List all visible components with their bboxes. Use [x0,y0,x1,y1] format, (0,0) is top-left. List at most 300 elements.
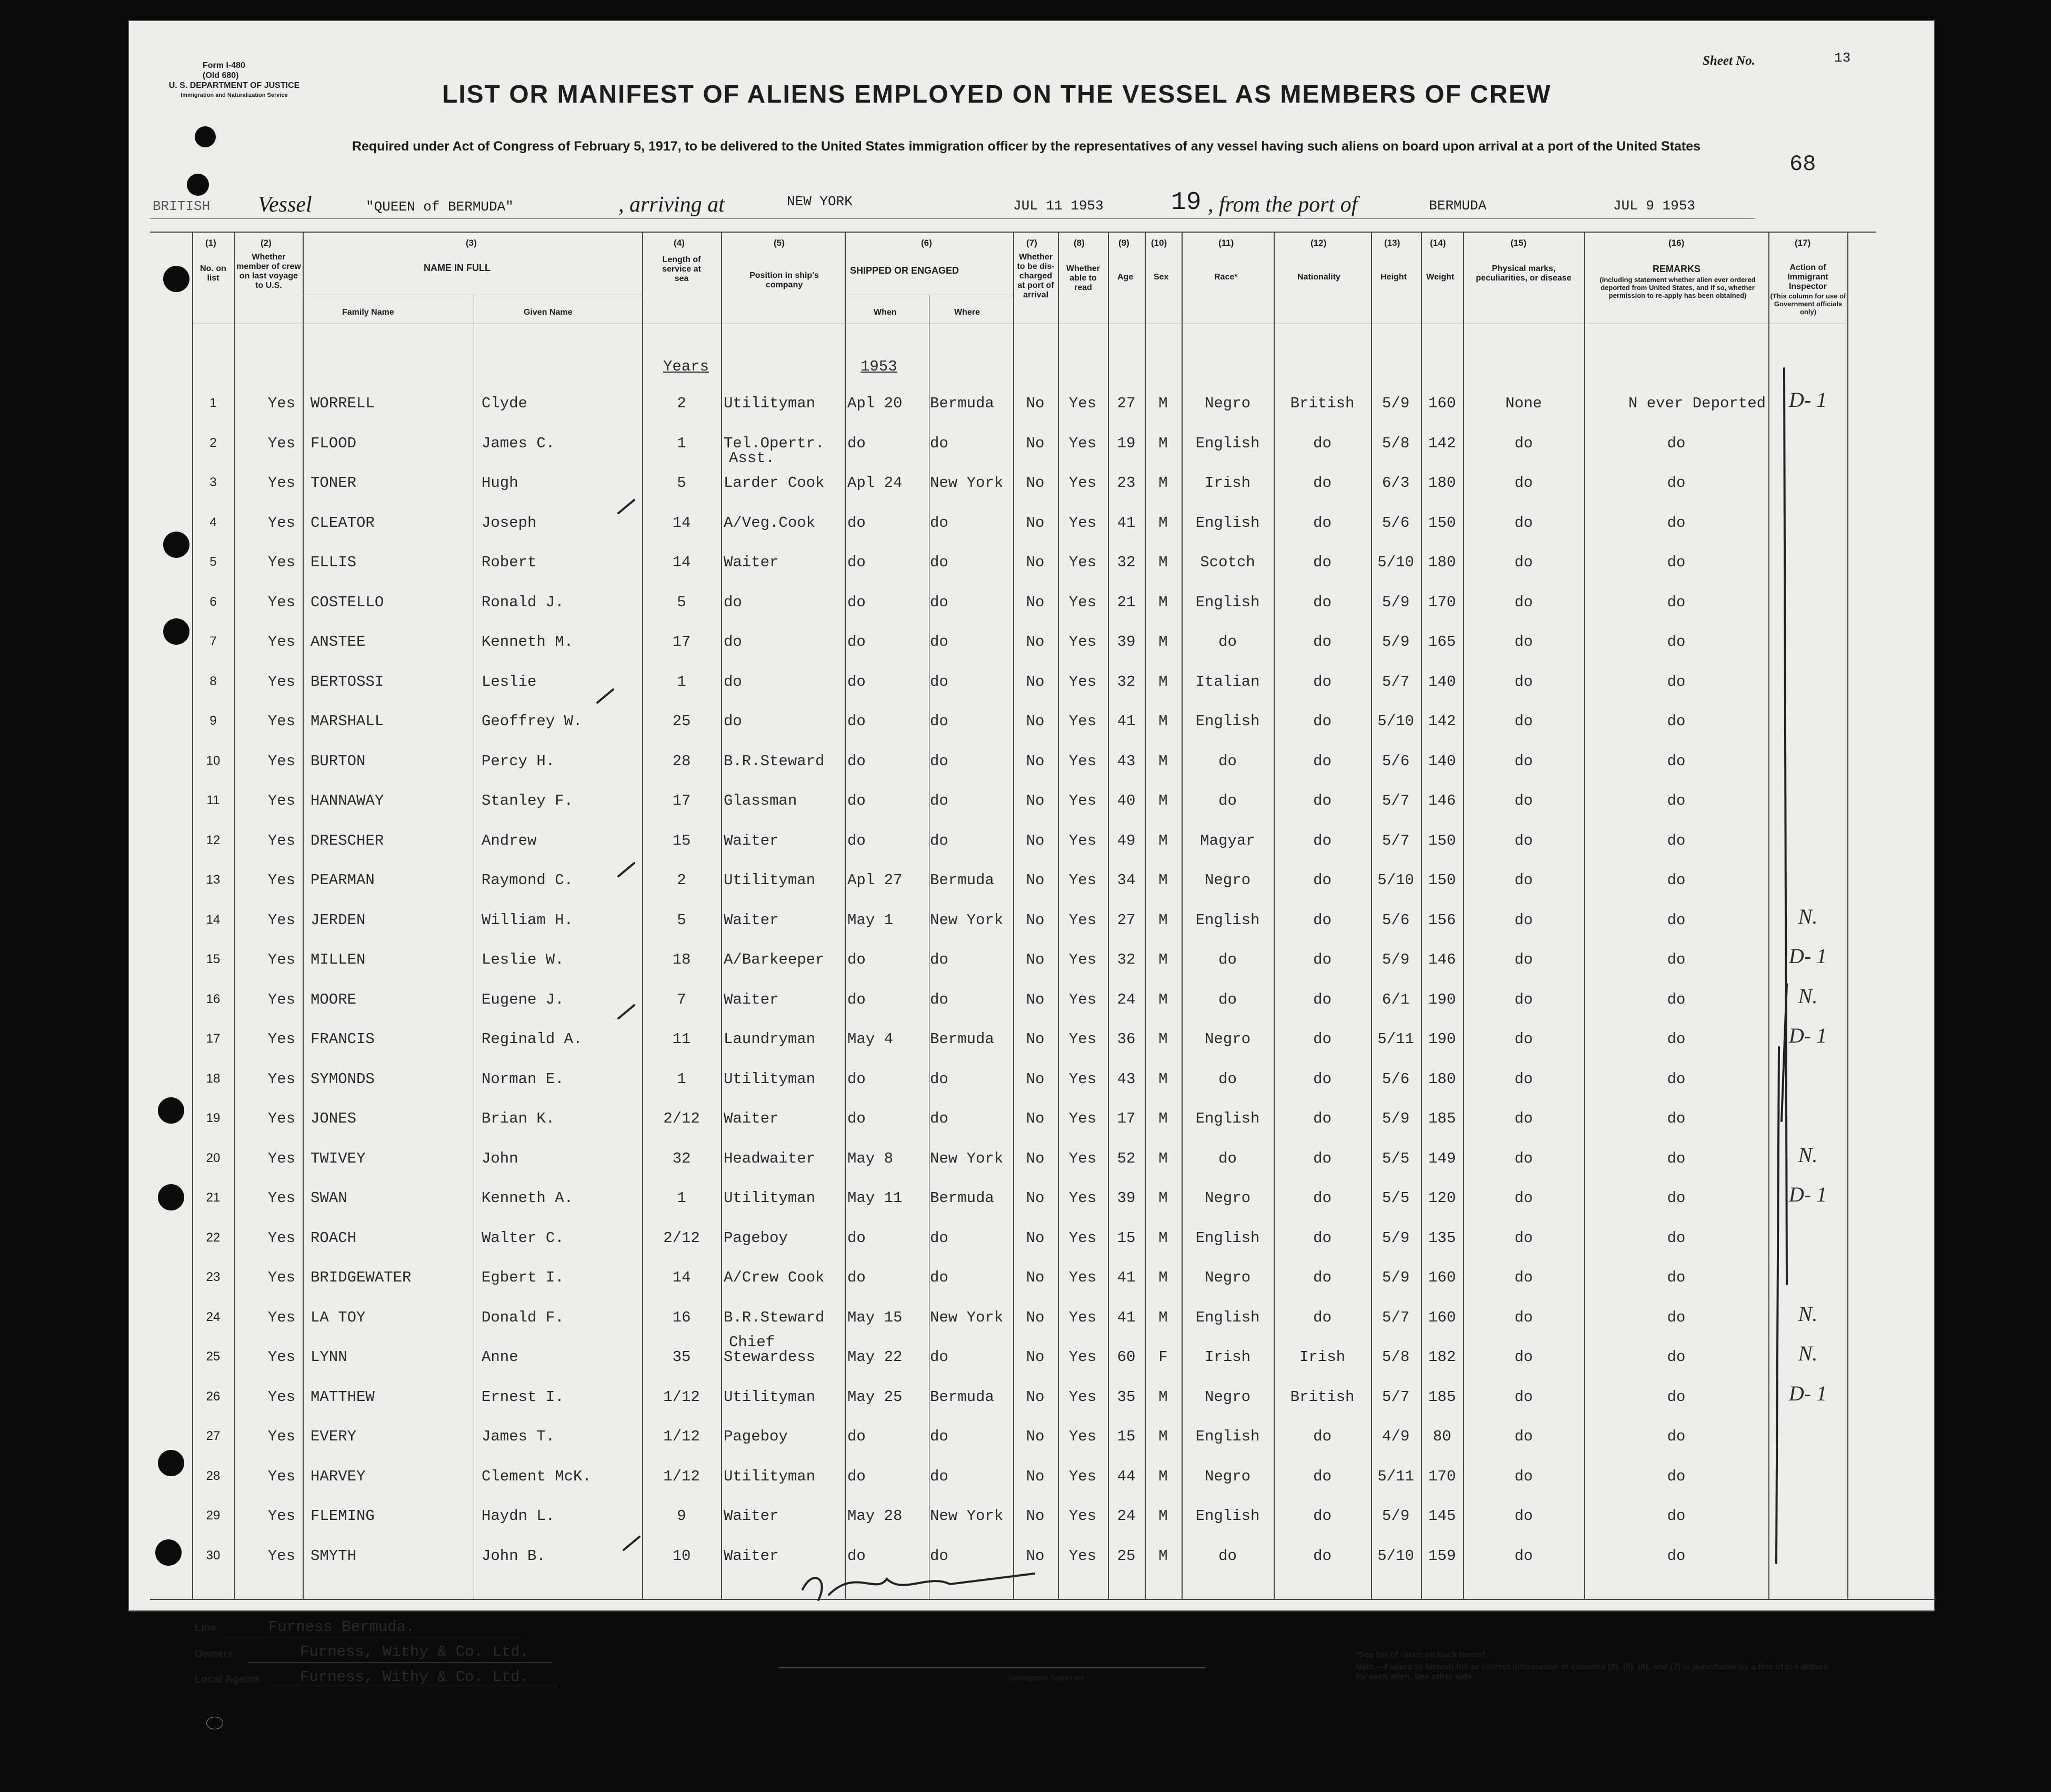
cell-crew: Yes [267,1468,296,1485]
cell-crew: Yes [267,1388,296,1406]
col6-number: (6) [921,238,932,248]
cell-where: do [930,594,948,611]
cell-when: do [847,991,866,1008]
cell-service: 7 [677,991,686,1008]
cell-age: 24 [1117,1507,1136,1525]
fine-note: Note.—Failure to furnish full or correct information in columns (3), (5), (6), and (7) is punishable by a fine of ten dollars for each alien. See other side. [1355,1663,1828,1681]
cell-remarks: do [1667,1269,1686,1286]
cell-height: 5/9 [1382,1229,1410,1247]
cell-service: 15 [672,832,691,849]
cell-weight: 190 [1428,1030,1456,1048]
cell-service: 10 [672,1547,691,1565]
cell-sex: M [1158,1468,1168,1485]
cell-discharged: No [1026,1388,1045,1406]
col17-number: (17) [1795,238,1811,248]
cell-where: do [930,1348,948,1366]
cell-race: English [1195,1507,1260,1525]
from-port: BERMUDA [1429,198,1487,214]
cell-position: Larder Cook [724,474,825,492]
cell-service: 35 [672,1348,691,1366]
cell-crew: Yes [267,1428,296,1445]
cell-discharged: No [1026,395,1045,412]
cell-where: do [930,1110,948,1127]
cell-sex: M [1158,435,1168,452]
cell-race: do [1218,1150,1237,1167]
cell-nationality: do [1313,912,1332,929]
inspector-signature [803,1574,1034,1600]
cell-remarks: do [1667,1189,1686,1207]
col9-label: Age [1117,273,1134,282]
col5-number: (5) [774,238,785,248]
cell-age: 39 [1117,633,1136,650]
cell-marks: do [1514,633,1533,650]
cell-height: 5/7 [1382,832,1410,849]
cell-race: do [1218,792,1237,809]
col6-label: SHIPPED OR ENGAGED [850,265,959,276]
cell-race: English [1195,912,1260,929]
cell-race: Italian [1195,673,1260,690]
action-bracket-lower [1776,1047,1779,1563]
row-number: 26 [206,1389,221,1404]
cell-family: FRANCIS [311,1030,375,1048]
cell-when: do [847,1070,866,1088]
cell-race: do [1218,951,1237,968]
cell-crew: Yes [267,1030,296,1048]
cell-where: New York [930,1309,1004,1326]
owners-underline [247,1662,553,1663]
cell-position: do [724,633,742,650]
cell-given: Stanley F. [482,792,574,809]
cell-action: N. [1798,984,1818,1008]
cell-weight: 160 [1428,395,1456,412]
cell-discharged: No [1026,713,1045,730]
cell-action: N. [1798,1143,1818,1167]
cell-given: Robert [482,554,537,571]
col7-label: Whether to be dis-charged at port of arrival [1017,253,1055,299]
cell-nationality: do [1313,554,1332,571]
cell-weight: 159 [1428,1547,1456,1565]
cell-nationality: do [1313,673,1332,690]
cell-weight: 146 [1428,792,1456,809]
cell-read: Yes [1068,1348,1097,1366]
col9-number: (9) [1118,238,1129,248]
cell-marks: do [1514,1150,1533,1167]
cell-where: Bermuda [930,1388,994,1406]
cell-service: 2 [677,872,686,889]
cell-discharged: No [1026,554,1045,571]
cell-nationality: do [1313,1468,1332,1485]
row-number: 20 [206,1151,221,1165]
cell-marks: do [1514,1309,1533,1326]
cell-when: May 25 [847,1388,903,1406]
cell-given: Haydn L. [482,1507,555,1525]
cell-when: May 22 [847,1348,903,1366]
cell-marks: do [1514,991,1533,1008]
cell-sex: M [1158,1030,1168,1048]
cell-when: do [847,1229,866,1247]
cell-remarks: do [1667,713,1686,730]
cell-marks: do [1514,1070,1533,1088]
row-number: 18 [206,1072,221,1086]
cell-age: 19 [1117,435,1136,452]
cell-family: DRESCHER [311,832,384,849]
cell-discharged: No [1026,594,1045,611]
cell-age: 27 [1117,395,1136,412]
cell-read: Yes [1068,753,1097,770]
cell-sex: M [1158,514,1168,532]
cell-service: 1 [677,1070,686,1088]
cell-height: 5/11 [1377,1030,1414,1048]
row-number: 12 [206,833,221,847]
cell-height: 5/7 [1382,673,1410,690]
owners-label: Owners [195,1648,234,1660]
cell-marks: do [1514,1547,1533,1565]
cell-given: Kenneth A. [482,1189,574,1207]
cell-read: Yes [1068,912,1097,929]
row-number: 8 [209,674,217,688]
cell-sex: M [1158,713,1168,730]
col2-number: (2) [261,238,272,248]
cell-family: HARVEY [311,1468,366,1485]
page-title: LIST OR MANIFEST OF ALIENS EMPLOYED ON THE VESSEL AS MEMBERS OF CREW [442,81,1552,108]
col3-family-label: Family Name [342,308,394,317]
row-number: 10 [206,754,221,768]
cell-when: Apl 24 [847,474,903,492]
cell-sex: M [1158,554,1168,571]
row-number: 30 [206,1548,221,1563]
col11-label: Race* [1214,273,1238,282]
cell-height: 5/9 [1382,951,1410,968]
line-label-footer: Line [195,1622,217,1634]
cell-crew: Yes [267,1189,296,1207]
cell-given: Ronald J. [482,594,564,611]
cell-where: New York [930,912,1004,929]
cell-where: do [930,435,948,452]
cell-position: Waiter [724,912,779,929]
cell-service: 1 [677,673,686,690]
cell-where: do [930,514,948,532]
cell-nationality: do [1313,1229,1332,1247]
cell-remarks: N ever Deported [1628,395,1766,412]
cell-given: Walter C. [482,1229,564,1247]
cell-when: do [847,1428,866,1445]
cell-read: Yes [1068,832,1097,849]
cell-read: Yes [1068,594,1097,611]
col10-number: (10) [1151,238,1167,248]
cell-position: Utilityman [724,1388,816,1406]
cell-family: MOORE [311,991,357,1008]
cell-race: Negro [1204,872,1250,889]
cell-discharged: No [1026,832,1045,849]
cell-crew: Yes [267,554,296,571]
cell-position: do [724,594,742,611]
cell-position: B.R.Steward [724,753,825,770]
cell-weight: 180 [1428,1070,1456,1088]
cell-position: Waiter [724,1110,779,1127]
row-number: 23 [206,1270,221,1284]
cell-race: English [1195,514,1260,532]
cell-read: Yes [1068,1507,1097,1525]
cell-remarks: do [1667,951,1686,968]
cell-read: Yes [1068,435,1097,452]
cell-when: do [847,594,866,611]
col10-label: Sex [1154,273,1169,282]
cell-age: 43 [1117,1070,1136,1088]
cell-remarks: do [1667,912,1686,929]
cell-read: Yes [1068,1388,1097,1406]
cell-nationality: do [1313,792,1332,809]
cell-where: do [930,951,948,968]
cell-weight: 180 [1428,474,1456,492]
col15-number: (15) [1510,238,1527,248]
vessel-label: Vessel [258,193,312,217]
cell-remarks: do [1667,633,1686,650]
cell-action: N. [1798,1342,1818,1365]
form-number: Form I-480 [203,61,245,70]
cell-sex: M [1158,753,1168,770]
cell-height: 5/5 [1382,1189,1410,1207]
cell-marks: do [1514,1269,1533,1286]
cell-race: do [1218,753,1237,770]
cell-height: 5/10 [1377,713,1414,730]
cell-when: do [847,673,866,690]
cell-age: 25 [1117,1547,1136,1565]
cell-age: 49 [1117,832,1136,849]
cell-race: Irish [1204,1348,1250,1366]
cell-when: May 8 [847,1150,894,1167]
page-subtitle: Required under Act of Congress of February 5, 1917, to be delivered to the United States immigration officer by the representatives of any vessel having such aliens on board upon arrival at a port of the United States [352,139,1701,154]
col17-note: (This column for use of Government officials only) [1770,292,1846,316]
cell-remarks: do [1667,673,1686,690]
cell-height: 5/6 [1382,912,1410,929]
cell-position: Glassman [724,792,797,809]
tally-mark [618,863,634,876]
cell-family: FLOOD [311,435,357,452]
cell-when: do [847,514,866,532]
cell-position: Headwaiter [724,1150,816,1167]
cell-family: BERTOSSI [311,673,384,690]
cell-race: Scotch [1200,554,1255,571]
cell-nationality: do [1313,633,1332,650]
cell-given: Joseph [482,514,537,532]
cell-age: 32 [1117,673,1136,690]
col6-when-label: When [874,308,897,317]
cell-age: 32 [1117,951,1136,968]
year-label: 19 [1171,188,1202,217]
cell-position: Tel.Opertr. [724,435,825,452]
cell-family: JONES [311,1110,357,1127]
row-number: 22 [206,1230,221,1245]
cell-discharged: No [1026,673,1045,690]
punch-hole [158,1450,184,1476]
cell-remarks: do [1667,1547,1686,1565]
cell-weight: 190 [1428,991,1456,1008]
cell-given: John [482,1150,518,1167]
cell-remarks: do [1667,1229,1686,1247]
col3-number: (3) [466,238,477,248]
cell-family: LYNN [311,1348,347,1366]
cell-sex: M [1158,872,1168,889]
cell-weight: 185 [1428,1388,1456,1406]
page-number: 68 [1789,152,1816,177]
cell-family: LA TOY [311,1309,366,1326]
cell-nationality: do [1313,753,1332,770]
cell-family: COSTELLO [311,594,384,611]
cell-read: Yes [1068,1468,1097,1485]
cell-sex: M [1158,1110,1168,1127]
cell-when: May 28 [847,1507,903,1525]
cell-family: TONER [311,474,357,492]
col3-label: NAME IN FULL [424,263,491,273]
cell-weight: 140 [1428,673,1456,690]
cell-position: Waiter [724,1507,779,1525]
cell-race: English [1195,1110,1260,1127]
cell-read: Yes [1068,673,1097,690]
cell-sex: M [1158,1070,1168,1088]
col4-number: (4) [674,238,685,248]
cell-race: Negro [1204,1388,1250,1406]
cell-remarks: do [1667,832,1686,849]
cell-when: do [847,753,866,770]
cell-service: 9 [677,1507,686,1525]
cell-crew: Yes [267,1070,296,1088]
col11-number: (11) [1218,238,1234,248]
cell-race: Negro [1204,1030,1250,1048]
cell-position: Utilityman [724,1468,816,1485]
cell-sex: M [1158,991,1168,1008]
cell-height: 6/1 [1382,991,1410,1008]
cell-position: Waiter [724,991,779,1008]
cell-given: Clement McK. [482,1468,592,1485]
cell-family: BURTON [311,753,366,770]
cell-read: Yes [1068,1547,1097,1565]
cell-marks: None [1505,395,1542,412]
cell-race: do [1218,633,1237,650]
row-number: 21 [206,1190,221,1205]
cell-height: 5/7 [1382,792,1410,809]
cell-race: English [1195,713,1260,730]
cell-nationality: do [1313,514,1332,532]
cell-crew: Yes [267,872,296,889]
cell-family: WORRELL [311,395,375,412]
cell-nationality: do [1313,1070,1332,1088]
cell-read: Yes [1068,713,1097,730]
cell-height: 5/6 [1382,753,1410,770]
cell-sex: M [1158,1269,1168,1286]
cell-where: do [930,832,948,849]
col6-where-label: Where [954,308,980,317]
manifest-sheet [129,21,1934,1610]
cell-crew: Yes [267,435,296,452]
row-number: 17 [206,1032,221,1046]
cell-service: 1/12 [663,1428,700,1445]
agents-label: Local Agents [195,1674,261,1685]
cell-age: 23 [1117,474,1136,492]
cell-service: 17 [672,792,691,809]
cell-nationality: do [1313,1189,1332,1207]
cell-remarks: do [1667,594,1686,611]
cell-discharged: No [1026,991,1045,1008]
vessel-name: "QUEEN of BERMUDA" [366,199,514,215]
row-number: 14 [206,913,221,927]
cell-where: New York [930,474,1004,492]
cell-read: Yes [1068,1189,1097,1207]
cell-discharged: No [1026,872,1045,889]
cell-where: do [930,991,948,1008]
cell-where: do [930,554,948,571]
cell-service: 28 [672,753,691,770]
cell-where: do [930,633,948,650]
row-number: 1 [209,396,217,410]
cell-position: Utilityman [724,1070,816,1088]
arriving-port: NEW YORK [787,194,853,209]
race-note: *See list of races on back hereof. [1355,1650,1487,1659]
cell-nationality: do [1313,951,1332,968]
cell-action: D- 1 [1788,388,1827,412]
cell-family: SMYTH [311,1547,357,1565]
cell-family: FLEMING [311,1507,375,1525]
cell-service: 32 [672,1150,691,1167]
cell-weight: 146 [1428,951,1456,968]
cell-service: 5 [677,912,686,929]
departure-date: JUL 9 1953 [1613,198,1696,214]
cell-age: 21 [1117,594,1136,611]
cell-position: Waiter [724,1547,779,1565]
cell-where: do [930,713,948,730]
cell-position: Waiter [724,832,779,849]
cell-family: CLEATOR [311,514,375,532]
cell-action: N. [1798,1302,1818,1326]
cell-age: 41 [1117,1309,1136,1326]
cell-position: Waiter [724,554,779,571]
cell-remarks: do [1667,872,1686,889]
vessel-flag: BRITISH [153,198,211,214]
tally-mark [618,500,634,513]
cell-race: Negro [1204,395,1250,412]
cell-marks: do [1514,1468,1533,1485]
cell-crew: Yes [267,633,296,650]
cell-when: do [847,792,866,809]
row-number: 28 [206,1469,221,1483]
cell-read: Yes [1068,1030,1097,1048]
handwritten-marks [129,21,1934,1610]
cell-discharged: No [1026,1150,1045,1167]
cell-where: do [930,792,948,809]
cell-position: B.R.Steward [724,1309,825,1326]
cell-marks: do [1514,872,1533,889]
cell-remarks: do [1667,1348,1686,1366]
cell-age: 60 [1117,1348,1136,1366]
col1-number: (1) [205,238,216,248]
cell-age: 52 [1117,1150,1136,1167]
cell-marks: do [1514,435,1533,452]
cell-weight: 170 [1428,594,1456,611]
cell-nationality: do [1313,1547,1332,1565]
form-service: Immigration and Naturalization Service [181,92,288,98]
cell-weight: 142 [1428,435,1456,452]
cell-discharged: No [1026,753,1045,770]
cell-when: do [847,951,866,968]
cell-crew: Yes [267,395,296,412]
cell-discharged: No [1026,1428,1045,1445]
cell-given: James C. [482,435,555,452]
arriving-label: , arriving at [618,193,725,217]
cell-family: MARSHALL [311,713,384,730]
cell-weight: 145 [1428,1507,1456,1525]
cell-service: 2/12 [663,1229,700,1247]
cell-marks: do [1514,594,1533,611]
cell-action: D- 1 [1788,1183,1827,1206]
